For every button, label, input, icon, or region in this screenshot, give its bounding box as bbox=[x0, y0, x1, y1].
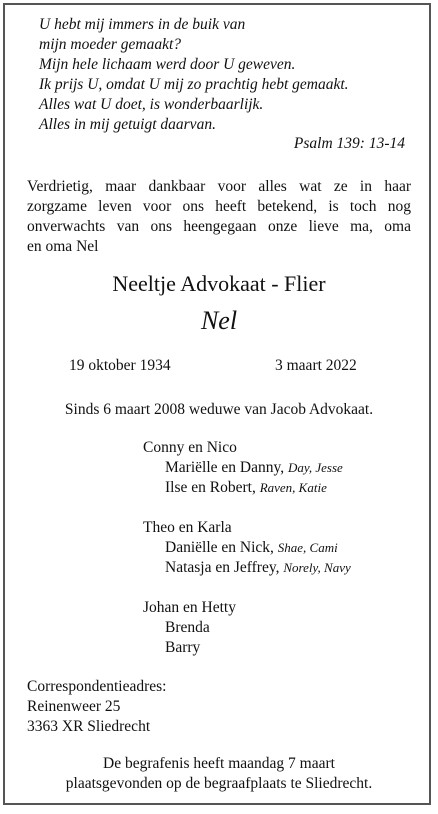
family-list bbox=[143, 438, 351, 658]
verse-line: mijn moeder gemaakt? bbox=[39, 36, 182, 53]
deceased-full-name: Neeltje Advokaat - Flier bbox=[112, 271, 326, 296]
correspondence-street: Reinenweer 25 bbox=[27, 698, 121, 715]
verse-line: Alles wat U doet, is wonderbaarlijk. bbox=[39, 96, 264, 113]
bible-verse bbox=[39, 15, 349, 135]
death-date: 3 maart 2022 bbox=[275, 357, 357, 374]
family-child: Barry bbox=[165, 639, 201, 656]
family-couple: Theo en Karla bbox=[143, 519, 232, 536]
spacer bbox=[143, 498, 351, 518]
verse-reference: Psalm 139: 13-14 bbox=[293, 135, 405, 152]
verse-line: Ik prijs U, omdat U mij zo prachtig hebt gemaakt. bbox=[39, 76, 349, 93]
spacer bbox=[143, 578, 351, 598]
verse-line: Alles in mij getuigt daarvan. bbox=[39, 116, 216, 133]
correspondence-city: 3363 XR Sliedrecht bbox=[27, 718, 151, 735]
intro-line: Verdrietig, maar dankbaar voor alles wat ze in haar bbox=[27, 178, 411, 195]
correspondence-address bbox=[27, 677, 166, 737]
verse-line: Mijn hele lichaam werd door U geweven. bbox=[39, 56, 296, 73]
family-couple: Johan en Hetty bbox=[143, 599, 236, 616]
intro-paragraph bbox=[27, 177, 411, 257]
family-child: Ilse en Robert, Raven, Katie bbox=[165, 479, 327, 496]
family-child: Mariëlle en Danny, Day, Jesse bbox=[165, 459, 343, 476]
correspondence-label: Correspondentieadres: bbox=[27, 678, 167, 695]
birth-date: 19 oktober 1934 bbox=[69, 357, 171, 374]
family-child: Daniëlle en Nick, Shae, Cami bbox=[165, 539, 338, 556]
family-child: Brenda bbox=[165, 619, 210, 636]
obituary-card bbox=[3, 3, 431, 805]
funeral-line: De begrafenis heeft maandag 7 maart bbox=[103, 755, 335, 772]
funeral-line: plaatsgevonden op de begraafplaats te Sliedrecht. bbox=[65, 775, 373, 792]
intro-line: zorgzame leven voor ons heeft betekend, is toch nog bbox=[27, 198, 411, 215]
family-child: Natasja en Jeffrey, Norely, Navy bbox=[165, 559, 351, 576]
deceased-nickname: Nel bbox=[200, 306, 238, 335]
intro-line: onverwachts van ons heengegaan onze lieve ma, oma bbox=[27, 218, 411, 235]
intro-line: en oma Nel bbox=[27, 238, 99, 255]
family-couple: Conny en Nico bbox=[143, 439, 237, 456]
verse-line: U hebt mij immers in de buik van bbox=[39, 16, 246, 33]
funeral-notice bbox=[5, 754, 433, 794]
widow-note: Sinds 6 maart 2008 weduwe van Jacob Advokaat. bbox=[64, 401, 374, 418]
